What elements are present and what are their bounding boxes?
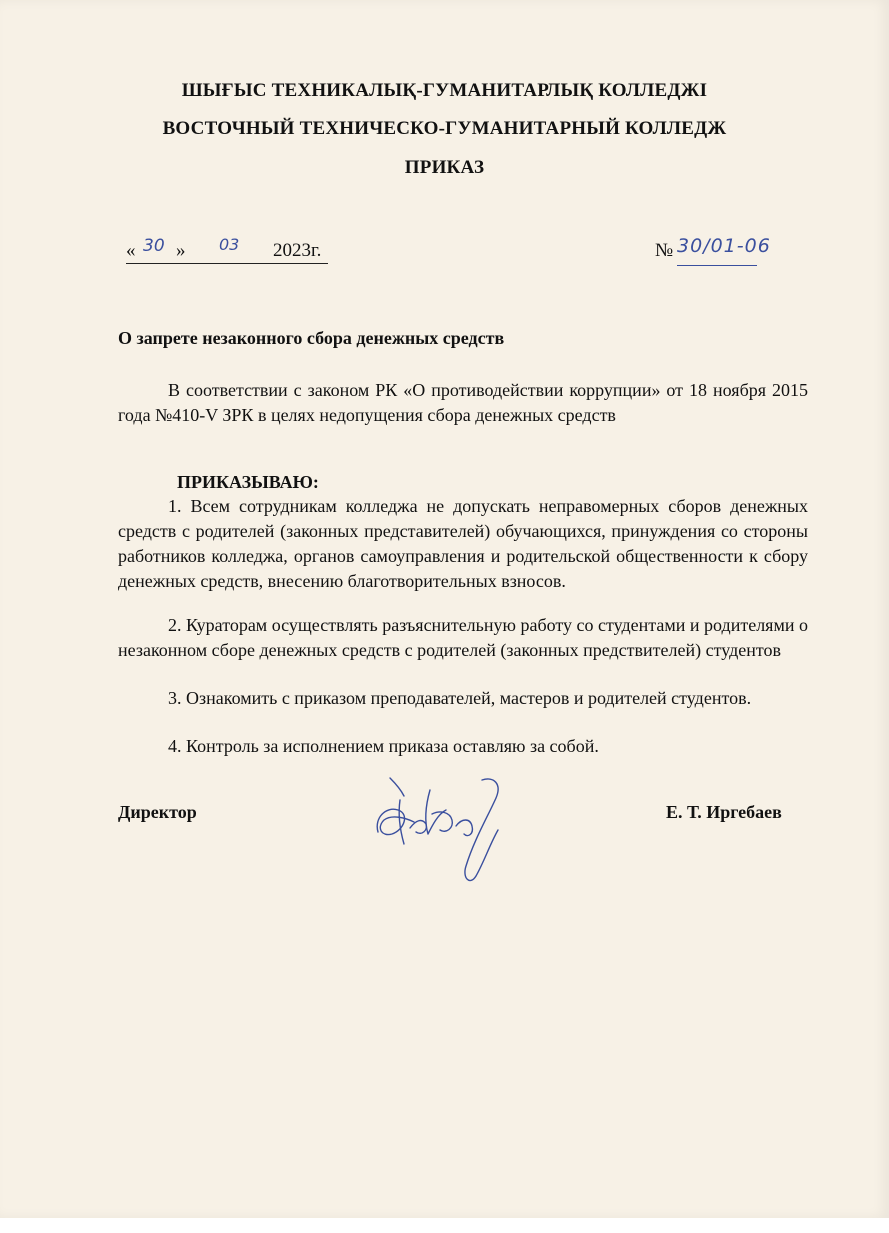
order-number-handwritten: 30/01-06: [677, 235, 771, 257]
order-item-2: 2. Кураторам осуществлять разъяснительную работу со студентами и родителями о незаконном сборе денежных средств с родителей (законных предствителей) студентов: [118, 615, 808, 660]
handwritten-signature: [370, 770, 520, 900]
signatory-name: Е. Т. Иргебаев: [666, 802, 782, 822]
scan-bottom-margin: [0, 1218, 889, 1233]
date-close-quote: »: [176, 240, 186, 261]
date-year: 2023г.: [273, 240, 322, 261]
order-number: [655, 235, 825, 270]
order-subject: О запрете незаконного сбора денежных средств: [118, 328, 505, 348]
document-type-title: ПРИКАЗ: [404, 157, 485, 178]
order-item-4: 4. Контроль за исполнением приказа оставляю за собой.: [168, 736, 599, 756]
order-item-3: 3. Ознакомить с приказом преподавателей, мастеров и родителей студентов.: [168, 688, 752, 708]
date-underline: [126, 263, 328, 264]
signatory-title: Директор: [118, 802, 197, 822]
number-underline: [677, 265, 757, 266]
preamble-paragraph: В соответствии с законом РК «О противодействии коррупции» от 18 ноября 2015 года №410-V ЗРК в целях недопущения сбора денежных средств: [118, 380, 808, 425]
date-day-handwritten: 30: [143, 236, 165, 256]
date-month-handwritten: 03: [219, 235, 240, 254]
header-kazakh-name: ШЫҒЫС ТЕХНИКАЛЫҚ-ГУМАНИТАРЛЫҚ КОЛЛЕДЖІ: [181, 80, 708, 101]
date-open-quote: «: [126, 240, 136, 261]
order-item-1: 1. Всем сотрудникам колледжа не допускать неправомерных сборов денежных средств с родителей (законных представителей) обучающихся, принуждения со стороны работников колледжа, органов самоуправления и родительской общественности к сбору денежных средств, внесению благотворительных взносов.: [118, 496, 808, 591]
header-russian-name: ВОСТОЧНЫЙ ТЕХНИЧЕСКО-ГУМАНИТАРНЫЙ КОЛЛЕДЖ: [162, 118, 727, 139]
order-heading: ПРИКАЗЫВАЮ:: [177, 472, 319, 492]
number-sign: №: [655, 240, 674, 261]
order-date: [126, 235, 346, 268]
